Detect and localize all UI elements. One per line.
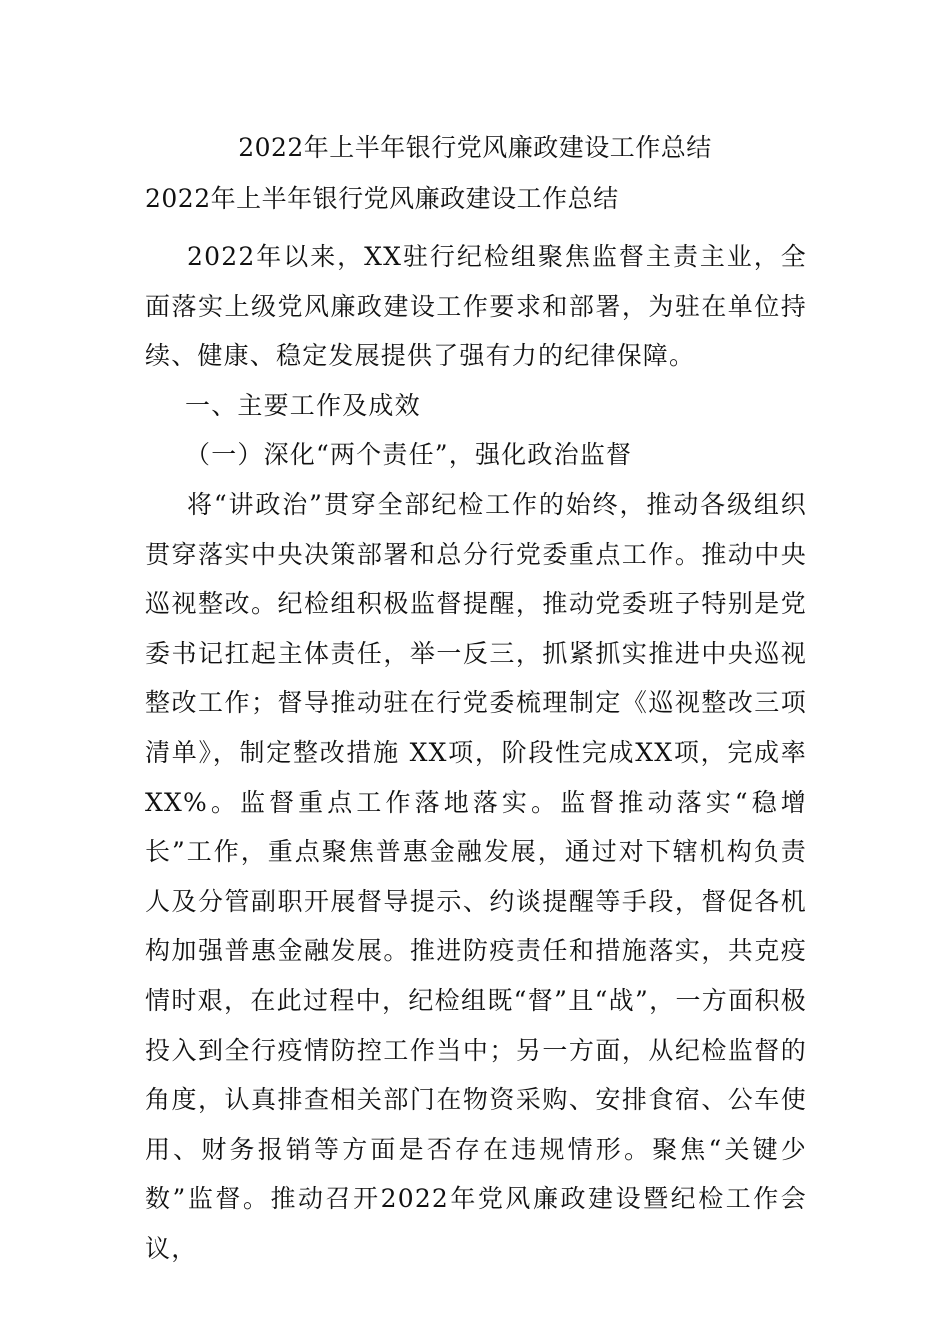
- document-title: 2022年上半年银行党风廉政建设工作总结: [238, 133, 712, 162]
- subsection-heading: （一）深化“两个责任”，强化政治监督: [185, 440, 633, 470]
- document-subtitle: 2022年上半年银行党风廉政建设工作总结: [145, 184, 619, 213]
- section-heading: 一、主要工作及成效: [185, 390, 421, 420]
- document-body: [145, 232, 807, 1273]
- body-paragraph: 将“讲政治”贯穿全部纪检工作的始终，推动各级组织贯穿落实中央决策部署和总分行党委重点工作。推动中央巡视整改。纪检组积极监督提醒，推动党委班子特别是党委书记扛起主体责任，举一反三，抓紧抓实推进中央巡视整改工作；督导推动驻在行党委梳理制定《巡视整改三项清单》，制定整改措施 XX项，阶段性完成XX项，完成率XX%。监督重点工作落地落实。监督推动落实“稳增长”工作，重点聚焦普惠金融发展，通过对下辖机构负责人及分管副职开展督导提示、约谈提醒等手段，督促各机构加强普惠金融发展。推进防疫责任和措施落实，共克疫情时艰，在此过程中，纪检组既“督”且“战”，一方面积极投入到全行疫情防控工作当中；另一方面，从纪检监督的角度，认真排查相关部门在物资采购、安排食宿、公车使用、财务报销等方面是否存在违规情形。聚焦“关键少数”监督。推动召开2022年党风廉政建设暨纪检工作会议，: [145, 489, 807, 1263]
- intro-paragraph: 2022年以来，XX驻行纪检组聚焦监督主责主业，全面落实上级党风廉政建设工作要求和部署，为驻在单位持续、健康、稳定发展提供了强有力的纪律保障。: [145, 242, 807, 371]
